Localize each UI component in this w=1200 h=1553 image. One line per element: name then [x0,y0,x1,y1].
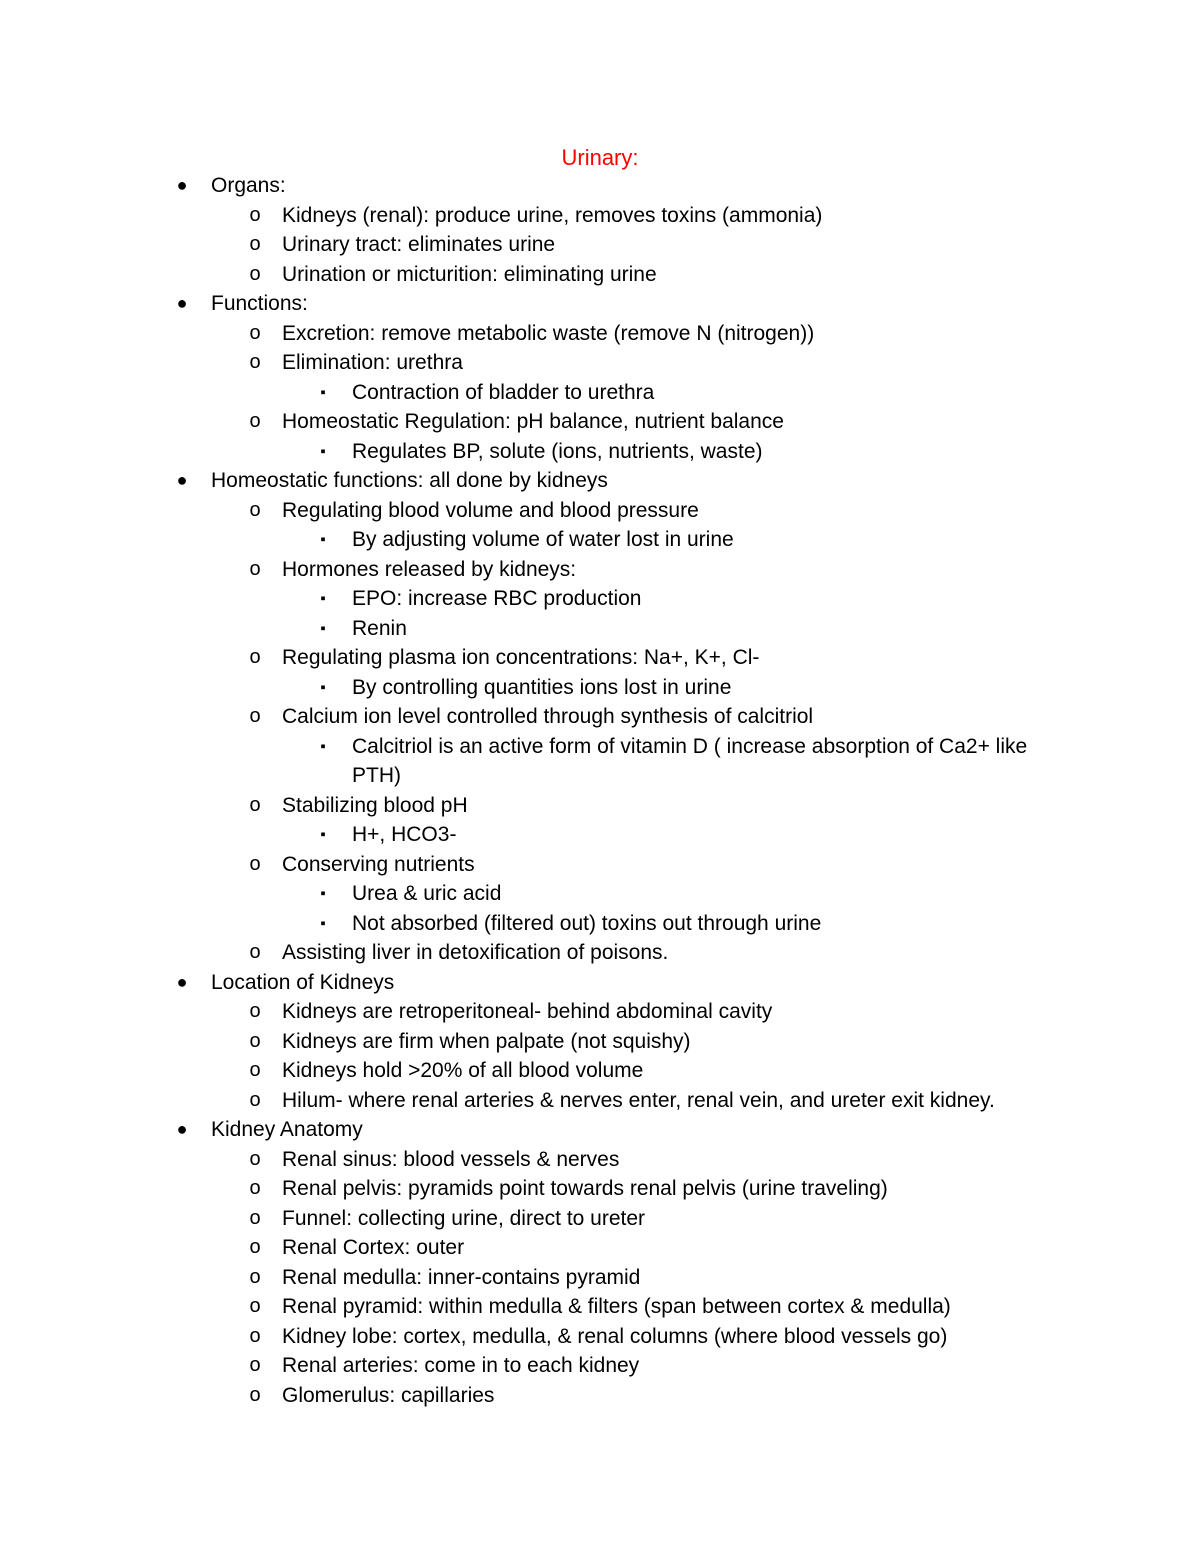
square-bullet-icon: ▪ [320,383,326,401]
hollow-circle-bullet-icon: o [249,1236,261,1258]
list-item-text: Homeostatic functions: all done by kidneys [211,469,608,492]
list-item-text: Kidney Anatomy [211,1118,363,1141]
hollow-circle-bullet-icon: o [249,498,261,521]
list-item-text: Conserving nutrients [282,852,475,876]
list-item-level-2 [0,1351,1200,1381]
list-item-text: Urea & uric acid [352,882,502,905]
square-bullet-icon: ▪ [320,914,326,932]
list-item-text: Kidneys (renal): produce urine, removes toxins (ammonia) [282,203,823,227]
list-item-level-1 [0,171,1200,201]
hollow-circle-bullet-icon: o [249,1059,261,1081]
list-item-level-2 [0,791,1200,821]
list-item-level-2 [0,1381,1200,1411]
list-item-text: Calcium ion level controlled through synthesis of calcitriol [282,705,814,728]
list-item-level-2 [0,702,1200,732]
square-bullet-icon: ▪ [320,678,326,696]
hollow-circle-bullet-icon: o [249,852,261,875]
square-bullet-icon: ▪ [320,737,326,755]
hollow-circle-bullet-icon: o [249,1147,261,1170]
list-item-text: Not absorbed (filtered out) toxins out through urine [352,911,822,935]
hollow-circle-bullet-icon: o [249,1354,261,1376]
list-item-text: Kidney lobe: cortex, medulla, & renal columns (where blood vessels go) [282,1324,948,1348]
list-item-level-1 [0,1115,1200,1145]
hollow-circle-bullet-icon: o [249,941,261,963]
hollow-circle-bullet-icon: o [249,1265,261,1288]
list-item-text: Contraction of bladder to urethra [352,380,655,404]
hollow-circle-bullet-icon: o [249,351,261,373]
list-item-level-3 [0,437,1200,467]
hollow-circle-bullet-icon: o [249,1088,261,1111]
list-item-text: Location of Kidneys [211,970,395,994]
list-item-text: Renal arteries: come in to each kidney [282,1354,640,1377]
list-item-level-3 [0,879,1200,909]
square-bullet-icon: ▪ [320,885,326,902]
list-item-text: Kidneys hold >20% of all blood volume [282,1059,644,1082]
hollow-circle-bullet-icon: o [249,262,261,285]
list-item-level-2 [0,260,1200,290]
list-item-text: H+, HCO3- [352,823,457,846]
document-title: Urinary: [561,145,639,170]
list-item-level-2 [0,1263,1200,1293]
list-item-text: Glomerulus: capillaries [282,1383,495,1407]
list-item-text: Renal sinus: blood vessels & nerves [282,1147,620,1171]
list-item-level-1 [0,289,1200,319]
list-item-text: Renin [352,616,407,640]
list-item-text: By controlling quantities ions lost in urine [352,675,732,699]
hollow-circle-bullet-icon: o [249,1206,261,1229]
list-item-level-2 [0,1056,1200,1086]
list-item-level-2 [0,201,1200,231]
list-item-level-2 [0,1322,1200,1352]
square-bullet-icon: ▪ [320,619,326,637]
filled-circle-bullet-icon: ● [176,1119,188,1139]
list-item-text: Elimination: urethra [282,351,463,374]
bullet-outline [0,171,1200,1410]
list-item-level-3 [0,584,1200,614]
hollow-circle-bullet-icon: o [249,705,261,727]
list-item-text: Regulating blood volume and blood pressure [282,498,699,522]
square-bullet-icon: ▪ [320,531,326,548]
list-item-level-2 [0,997,1200,1027]
hollow-circle-bullet-icon: o [249,557,261,580]
hollow-circle-bullet-icon: o [249,1177,261,1199]
list-item-level-2 [0,555,1200,585]
list-item-level-3 [0,909,1200,939]
list-item-text: Excretion: remove metabolic waste (remove N (nitrogen)) [282,321,815,345]
list-item-text: Homeostatic Regulation: pH balance, nutrient balance [282,410,784,433]
list-item-level-2 [0,1145,1200,1175]
list-item-text: Kidneys are firm when palpate (not squishy) [282,1029,691,1053]
hollow-circle-bullet-icon: o [249,1295,261,1317]
filled-circle-bullet-icon: ● [176,175,188,195]
list-item-text: EPO: increase RBC production [352,587,642,610]
list-item-level-2 [0,1086,1200,1116]
list-item-text: Hilum- where renal arteries & nerves enter, renal vein, and ureter exit kidney. [282,1088,995,1112]
hollow-circle-bullet-icon: o [249,1383,261,1406]
hollow-circle-bullet-icon: o [249,1000,261,1022]
list-item-level-1 [0,466,1200,496]
list-item-level-2 [0,850,1200,880]
list-item-level-2 [0,1292,1200,1322]
list-item-level-2 [0,1027,1200,1057]
hollow-circle-bullet-icon: o [249,203,261,226]
list-item-level-2 [0,319,1200,349]
list-item-level-3 [0,614,1200,644]
list-item-level-3 [0,378,1200,408]
list-item-text: Functions: [211,292,308,315]
hollow-circle-bullet-icon: o [249,1324,261,1347]
hollow-circle-bullet-icon: o [249,1029,261,1052]
square-bullet-icon: ▪ [320,590,326,607]
list-item-level-2 [0,230,1200,260]
list-item-level-2 [0,348,1200,378]
list-item-level-2 [0,496,1200,526]
list-item-text: Urination or micturition: eliminating urine [282,262,657,286]
square-bullet-icon: ▪ [320,826,326,843]
filled-circle-bullet-icon: ● [176,470,188,490]
list-item-text: Renal pyramid: within medulla & filters (span between cortex & medulla) [282,1295,951,1318]
list-item-level-2 [0,1204,1200,1234]
list-item-level-3 [0,673,1200,703]
list-item-text: Renal pelvis: pyramids point towards renal pelvis (urine traveling) [282,1177,888,1200]
list-item-level-2 [0,1233,1200,1263]
list-item-text: By adjusting volume of water lost in urine [352,528,734,551]
list-item-text: Organs: [211,174,286,197]
list-item-level-2 [0,407,1200,437]
filled-circle-bullet-icon: ● [176,971,188,992]
list-item-level-2 [0,1174,1200,1204]
list-item-text: Renal Cortex: outer [282,1236,465,1259]
square-bullet-icon: ▪ [320,442,326,460]
list-item-text: Calcitriol is an active form of vitamin D ( increase absorption of Ca2+ like PTH) [352,734,1028,787]
list-item-text: Regulating plasma ion concentrations: Na+, K+, Cl- [282,646,760,669]
hollow-circle-bullet-icon: o [249,233,261,255]
list-item-level-1 [0,968,1200,998]
list-item-text: Stabilizing blood pH [282,793,468,817]
list-item-level-2 [0,938,1200,968]
list-item-level-2 [0,643,1200,673]
hollow-circle-bullet-icon: o [249,321,261,344]
list-item-text: Regulates BP, solute (ions, nutrients, waste) [352,439,763,463]
hollow-circle-bullet-icon: o [249,410,261,432]
list-item-text: Assisting liver in detoxification of poisons. [282,941,669,964]
list-item-level-3 [0,820,1200,850]
hollow-circle-bullet-icon: o [249,646,261,668]
list-item-text: Urinary tract: eliminates urine [282,233,556,256]
hollow-circle-bullet-icon: o [249,793,261,816]
list-item-level-3 [0,525,1200,555]
filled-circle-bullet-icon: ● [176,293,188,313]
list-item-text: Kidneys are retroperitoneal- behind abdominal cavity [282,1000,773,1023]
list-item-text: Funnel: collecting urine, direct to ureter [282,1206,646,1230]
list-item-level-3 [0,732,1200,791]
list-item-text: Hormones released by kidneys: [282,557,577,581]
list-item-text: Renal medulla: inner-contains pyramid [282,1265,641,1289]
